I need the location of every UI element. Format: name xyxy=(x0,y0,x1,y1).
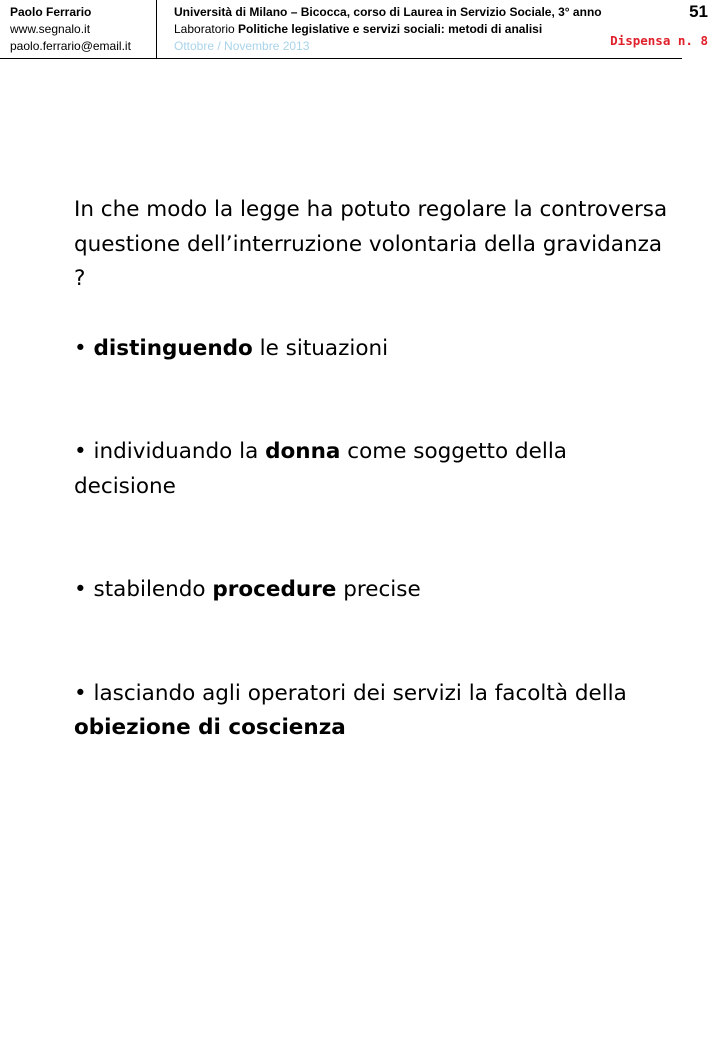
bullet-2-pre: • individuando la xyxy=(74,439,266,464)
bullet-1-rest: le situazioni xyxy=(252,335,389,361)
bullet-4-pre: • lasciando agli operatori dei servizi la facoltà della xyxy=(74,680,627,706)
dispensa-label: Dispensa n. 8 xyxy=(610,33,708,48)
bullet-3-pre: • stabilendo xyxy=(74,577,213,602)
page-number: 51 xyxy=(689,2,708,21)
bullet-1-marker: • xyxy=(74,335,94,361)
period-line: Ottobre / Novembre 2013 xyxy=(174,39,310,53)
bullet-1-bold: distinguendo xyxy=(93,335,253,361)
bullet-distinguendo xyxy=(74,332,674,367)
bullet-stabilendo xyxy=(74,573,674,608)
lab-title: Politiche legislative e servizi sociali: metodi di analisi xyxy=(238,22,543,36)
header-divider-vertical xyxy=(156,0,157,58)
bullet-3-rest: precise xyxy=(336,577,421,602)
email-link[interactable]: paolo.ferrario@email.it xyxy=(10,39,131,53)
question-text: In che modo la legge ha potuto regolare la controversa questione dell’interruzione volontaria della gravidanza ? xyxy=(74,197,668,291)
lab-line xyxy=(174,21,674,38)
bullet-2-rest: come soggetto della decisione xyxy=(74,439,567,499)
course-line: Università di Milano – Bicocca, corso di Laurea in Servizio Sociale, 3° anno xyxy=(174,5,602,19)
slide-content xyxy=(74,193,674,746)
header-author-block xyxy=(10,4,155,55)
bullet-individuando xyxy=(74,435,674,504)
bullet-3-bold: procedure xyxy=(212,577,337,602)
header-divider-horizontal xyxy=(0,58,682,59)
bullet-4-bold: obiezione di coscienza xyxy=(74,715,346,740)
bullet-lasciando xyxy=(74,677,674,746)
lab-prefix: Laboratorio xyxy=(174,22,239,36)
header-course-block xyxy=(174,4,674,55)
author-name: Paolo Ferrario xyxy=(10,5,92,19)
website-link[interactable]: www.segnalo.it xyxy=(10,22,91,36)
bullet-2-bold: donna xyxy=(265,439,341,464)
